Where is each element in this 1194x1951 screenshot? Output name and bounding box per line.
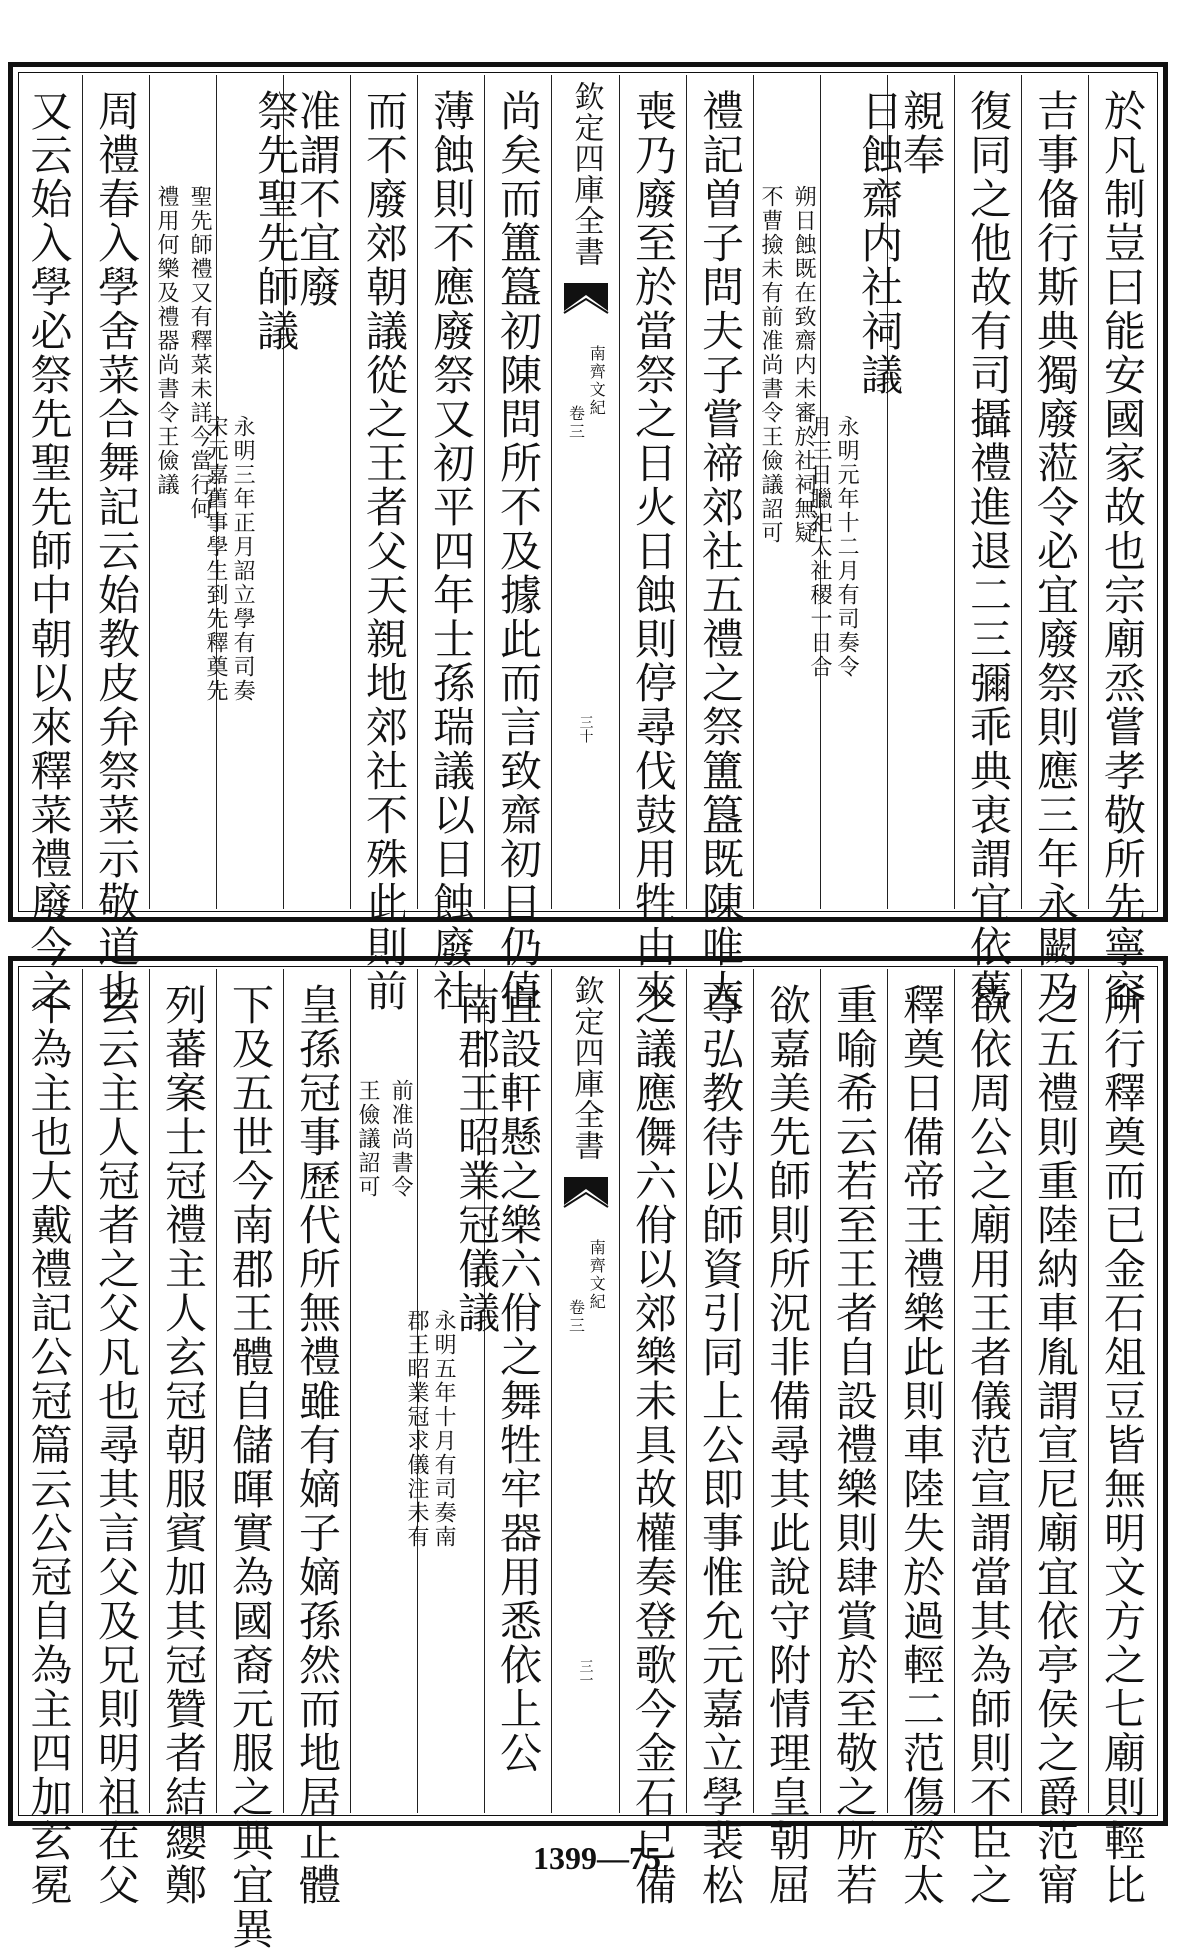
heading-text: 祭先聖先師議 [251, 89, 301, 353]
annotation-notes [759, 75, 815, 545]
annotation-notes [155, 75, 211, 521]
text-column [216, 969, 283, 1951]
fishtail-mark-icon [562, 281, 610, 311]
annotation-line: 永明三年正月詔立學有司奏 [230, 415, 256, 703]
text-column [149, 969, 216, 1907]
body-text: 復同之他故有司攝禮進退二三彌乖典衷謂宜依舊 [964, 89, 1013, 1013]
text-column [1088, 75, 1155, 1013]
body-text: 又云始入學必祭先聖先師中朝以來釋菜禮廢今之 [24, 89, 74, 1013]
annotation-line: 禮用何樂及禮器尚書令王儉議 [154, 185, 179, 497]
text-column [1021, 969, 1088, 1907]
annotation-notes [356, 969, 412, 1199]
text-column [417, 75, 484, 1013]
volume-number: 卷三 [566, 1299, 586, 1335]
volume-label [567, 1239, 605, 1335]
text-column [15, 969, 82, 1907]
text-column [686, 75, 753, 1013]
text-column [753, 75, 820, 909]
body-text: 皇孫冠事歷代所無禮雖有嫡子嫡孫然而地居正體 [293, 983, 342, 1907]
collection-title: 欽定四庫全書 [568, 81, 604, 267]
page-number: 1399—75 [533, 1840, 661, 1876]
body-text: 重喻希云若至王者自設禮樂則肆賞於至敬之所若 [830, 983, 879, 1907]
body-text: 之議應儛六佾以郊樂未具故權奏登歌今金石已備 [629, 983, 678, 1907]
upper-page [8, 62, 1168, 1013]
annotation-line: 郡王昭業冠求儀注未有 [404, 1309, 429, 1549]
center-gutter [551, 969, 619, 1813]
annotation-line: 聖先師禮又有釋菜未詳今當行何 [187, 185, 213, 521]
text-column [753, 969, 820, 1907]
body-text: 釋奠日備帝王禮樂此則車陸失於過輕二范傷於太 [897, 983, 946, 1907]
text-column [1088, 969, 1155, 1907]
text-column [484, 75, 551, 1013]
body-text: 欲依周公之廟用王者儀范宣謂當其為師則不臣之 [964, 983, 1013, 1907]
body-text: 下及五世今南郡王體自儲暉實為國裔元服之典宜異 [226, 983, 275, 1951]
text-column [350, 969, 417, 1813]
collection-title: 欽定四庫全書 [568, 975, 604, 1161]
body-text: 准謂不宜廢 [293, 89, 342, 309]
text-column [887, 969, 954, 1907]
text-column [686, 969, 753, 1907]
body-text: 之五禮則重陸納車胤謂宣尼廟宜依亭侯之爵范甯 [1031, 983, 1080, 1907]
center-gutter [551, 75, 619, 909]
body-text: 薄蝕則不應廢祭又初平四年士孫瑞議以日蝕廢社 [427, 89, 476, 1013]
volume-number: 卷三 [566, 405, 586, 441]
annotation-line: 宋元嘉舊事學生到先釋奠先 [203, 415, 228, 703]
volume-label [567, 345, 605, 441]
text-column [82, 969, 149, 1907]
body-text: 宜設軒懸之樂六佾之舞牲牢器用悉依上公 [494, 983, 543, 1775]
text-column [149, 75, 216, 909]
body-text: 禮記曽子問夫子嘗禘郊社五禮之祭簠簋既陳唯大 [696, 89, 745, 1013]
body-text: 欲嘉美先師則所況非備尋其此說守附情理皇朝屈 [763, 983, 812, 1907]
text-column [15, 75, 82, 1013]
body-text: 親奉 [897, 89, 946, 177]
body-text: 玄云主人冠者之父凡也尋其言父及兄則明祖在父 [92, 983, 141, 1907]
body-text: 喪乃廢至於當祭之日火日蝕則停尋伐鼓用牲由來 [629, 89, 678, 1013]
annotation-line: 月三日臘祀太社稷一日合 [807, 415, 832, 679]
text-column [82, 75, 149, 1013]
upper-page-columns [21, 75, 1155, 1013]
book-title: 南齊文紀 [587, 1239, 607, 1311]
text-column [807, 75, 905, 909]
text-column [954, 969, 1021, 1907]
folio-number: 三一 [577, 1659, 594, 1687]
text-column [350, 75, 417, 1013]
fishtail-mark-icon [562, 1175, 610, 1205]
heading-text: 南郡王昭業冠儀議 [452, 983, 502, 1335]
body-text: 而不廢郊朝議從之王者父天親地郊社不殊此則前 [360, 89, 409, 1013]
folio-number: 三十 [577, 715, 594, 743]
annotation-line: 永明五年十月有司奏南 [431, 1309, 457, 1549]
body-text: 尊弘教待以師資引同上公即事惟允元嘉立學裴松 [696, 983, 745, 1907]
text-column [1021, 75, 1088, 1013]
annotation-line: 王儉議詔可 [355, 1079, 380, 1199]
body-text: 所行釋奠而已金石俎豆皆無明文方之七廟則輕比 [1098, 983, 1147, 1907]
book-title: 南齊文紀 [587, 345, 607, 417]
text-column [404, 969, 502, 1813]
body-text: 於凡制豈曰能安國家故也宗廟烝嘗孝敬所先寧容 [1098, 89, 1147, 1013]
text-column [203, 75, 301, 909]
annotation-line: 朔日蝕既在致齋内未審於社祠無疑 [791, 185, 817, 545]
text-column [619, 75, 686, 1013]
annotation-line: 不曹撿未有前准尚書令王儉議詔可 [758, 185, 783, 545]
text-column [820, 969, 887, 1907]
annotation-line: 永明元年十二月有司奏令 [834, 415, 860, 679]
body-text: 列蕃案士冠禮主人玄冠朝服賓加其冠贊者結纓鄭 [159, 983, 208, 1907]
text-column [619, 969, 686, 1907]
body-text: 不為主也大戴禮記公冠篇云公冠自為主四加玄冕 [24, 983, 74, 1907]
text-column [954, 75, 1021, 1013]
body-text: 尚矣而簠簋初陳問所不及據此而言致齋初日仍值 [494, 89, 543, 1013]
text-column [283, 969, 350, 1907]
body-text: 周禮春入學舍菜合舞記云始教皮弁祭菜示敬道也 [92, 89, 141, 1013]
heading-text: 日蝕齋内社祠議 [855, 89, 905, 397]
body-text: 吉事俻行斯典獨廢蒞令必宜廢祭則應三年永闕乃 [1031, 89, 1080, 1013]
annotation-line: 前准尚書令 [388, 1079, 414, 1199]
